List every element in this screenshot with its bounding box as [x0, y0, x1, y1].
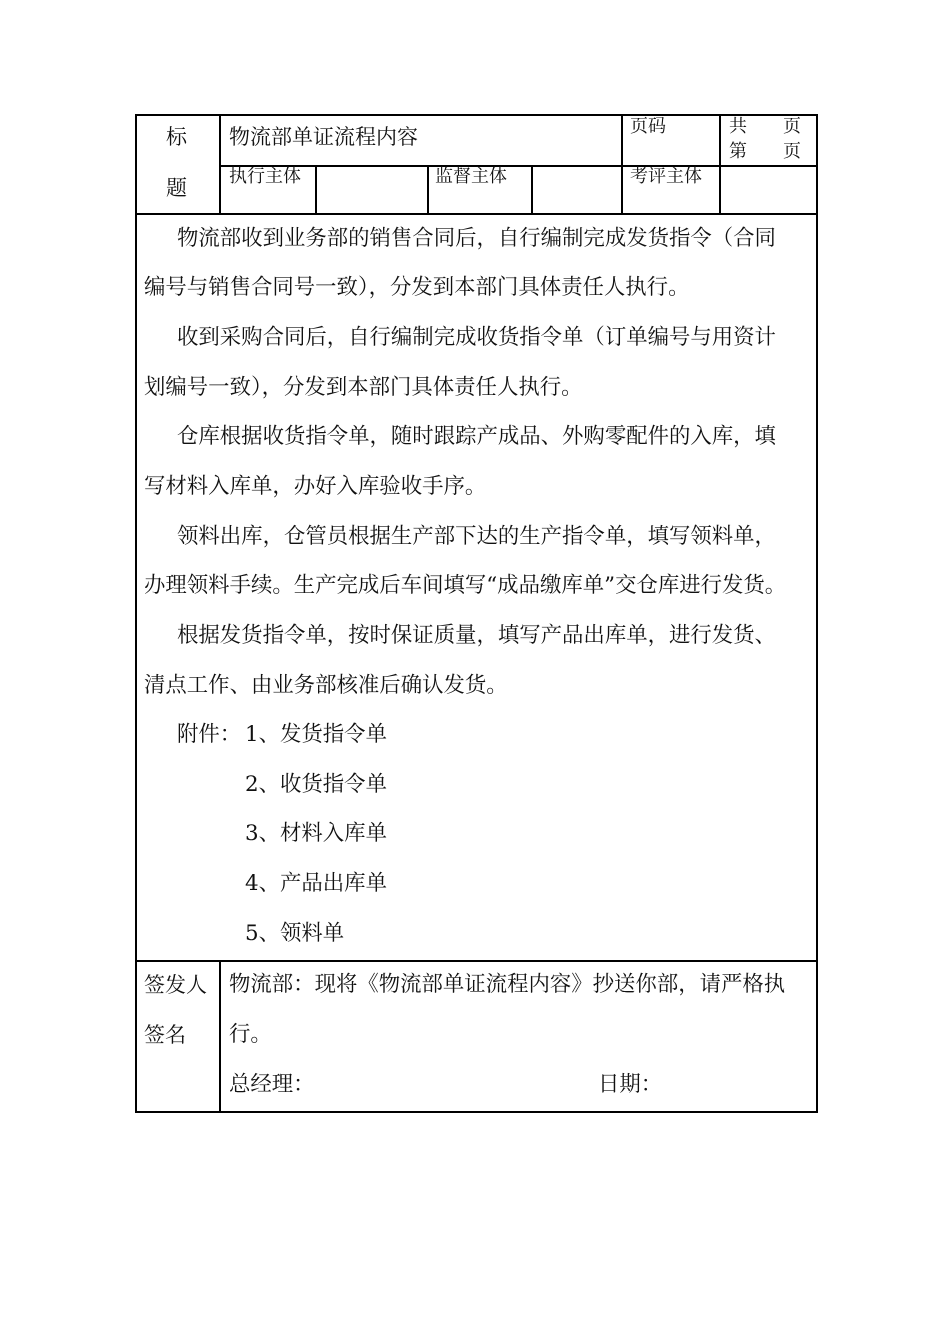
attachment-item: 2、收货指令单 [245, 772, 387, 797]
evaluator-label: 考评主体 [630, 166, 702, 187]
header-row-divider [219, 165, 818, 167]
title-label-top: 标 [166, 125, 187, 149]
signature-label: 签名 [144, 1023, 186, 1047]
page-label: 页码 [630, 116, 666, 137]
signer-label: 签发人 [144, 973, 207, 997]
table-right-border [816, 114, 818, 1113]
table-left-border [135, 114, 137, 1113]
document-title: 物流部单证流程内容 [229, 125, 418, 149]
content-line: 办理领料手续。生产完成后车间填写“成品缴库单”交仓库进行发货。 [144, 573, 787, 598]
supervisor-label-divider [427, 165, 429, 214]
attachment-item: 3、材料入库单 [245, 821, 387, 846]
current-page: 第 页 [729, 141, 801, 162]
attachment-label: 附件： [177, 722, 242, 747]
label-column-divider-footer [219, 960, 221, 1112]
content-line: 收到采购合同后，自行编制完成收货指令单（订单编号与用资计 [177, 325, 776, 350]
content-line: 物流部收到业务部的销售合同后，自行编制完成发货指令（合同 [177, 226, 776, 251]
total-pages: 共 页 [729, 116, 801, 137]
content-line: 领料出库，仓管员根据生产部下达的生产指令单，填写领料单， [177, 524, 776, 549]
content-line: 清点工作、由业务部核准后确认发货。 [144, 673, 508, 698]
page-column-divider-left [621, 114, 623, 214]
label-column-divider [219, 114, 221, 214]
supervisor-value-divider [531, 165, 533, 214]
content-line: 写材料入库单，办好入库验收手序。 [144, 474, 487, 499]
attachment-item: 5、领料单 [245, 921, 345, 946]
executor-label: 执行主体 [229, 166, 301, 187]
general-manager-label: 总经理： [229, 1072, 315, 1097]
table-top-border [135, 114, 818, 116]
table-bottom-border [135, 1111, 818, 1113]
notice-line: 行。 [229, 1022, 272, 1047]
header-bottom-border [135, 213, 818, 215]
content-line: 编号与销售合同号一致），分发到本部门具体责任人执行。 [144, 275, 690, 300]
attachment-item: 4、产品出库单 [245, 871, 387, 896]
date-label: 日期： [598, 1072, 663, 1097]
content-line: 仓库根据收货指令单，随时跟踪产成品、外购零配件的入库，填 [177, 424, 776, 449]
attachment-item: 1、发货指令单 [245, 722, 387, 747]
content-line: 划编号一致），分发到本部门具体责任人执行。 [144, 375, 583, 400]
supervisor-label: 监督主体 [435, 166, 507, 187]
body-bottom-border [135, 960, 818, 962]
executor-value-divider [315, 165, 317, 214]
content-line: 根据发货指令单，按时保证质量，填写产品出库单，进行发货、 [177, 623, 776, 648]
title-label-bottom: 题 [166, 176, 187, 200]
page-column-divider-right [719, 114, 721, 214]
notice-line: 物流部：现将《物流部单证流程内容》抄送你部，请严格执 [229, 972, 786, 997]
